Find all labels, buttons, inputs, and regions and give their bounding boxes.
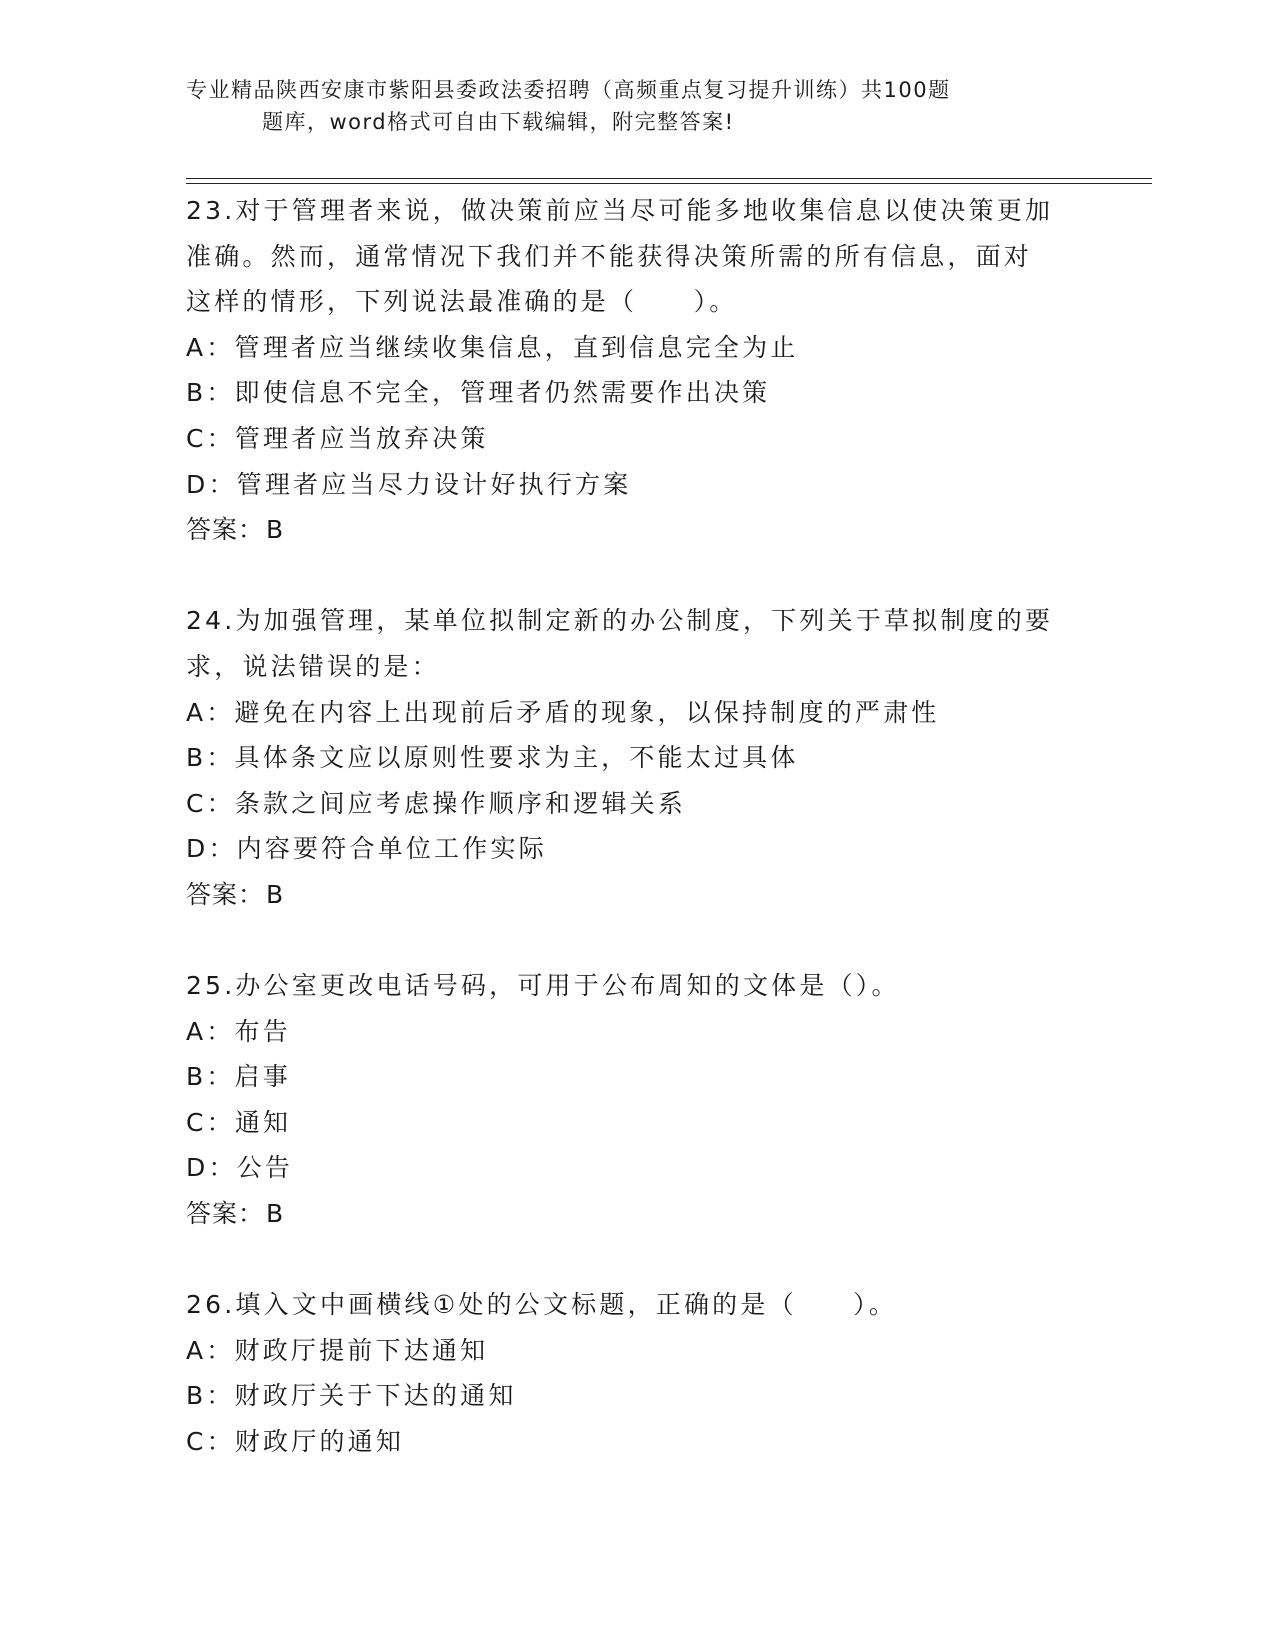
option-b: B：财政厅关于下达的通知 [186,1381,517,1411]
answer-value: B [266,515,285,545]
question-spacer [186,918,1086,964]
header-divider-bottom [186,183,1152,184]
answer-label: 答案： [186,879,265,909]
answer-label: 答案： [186,515,265,545]
question-list [186,188,1086,1465]
option-d: D：内容要符合单位工作实际 [186,834,547,864]
option-c: C：管理者应当放弃决策 [186,423,489,453]
question-stem: 23.对于管理者来说，做决策前应当尽可能多地收集信息以使决策更加 [186,196,1054,225]
question-23 [186,188,1086,553]
option-c: C：条款之间应考虑操作顺序和逻辑关系 [186,788,687,818]
question-stem: 25.办公室更改电话号码，可用于公布周知的文体是（）。 [186,971,900,1001]
question-stem: 这样的情形，下列说法最准确的是（ ）。 [186,287,738,317]
option-b: B：具体条文应以原则性要求为主，不能太过具体 [186,743,799,773]
answer-line [186,1191,1086,1237]
option-a: A：避免在内容上出现前后矛盾的现象，以保持制度的严肃性 [186,697,940,727]
question-spacer [186,1237,1086,1283]
option-c: C：财政厅的通知 [186,1427,405,1457]
question-spacer [186,553,1086,599]
option-b: B：启事 [186,1062,291,1092]
answer-value: B [266,1199,285,1229]
question-stem: 准确。然而，通常情况下我们并不能获得决策所需的所有信息，面对 [186,241,1033,271]
question-26 [186,1282,1086,1464]
question-25 [186,963,1086,1237]
answer-line [186,872,1086,918]
header-title-line-1: 专业精品陕西安康市紫阳县委政法委招聘（高频重点复习提升训练）共100题 [186,78,951,102]
option-a: A：财政厅提前下达通知 [186,1335,489,1365]
answer-line [186,507,1086,553]
question-24 [186,598,1086,917]
option-d: D：公告 [186,1153,294,1183]
header-title-line-2: 题库，word格式可自由下载编辑，附完整答案! [262,110,735,134]
question-stem: 求，说法错误的是： [186,651,440,681]
question-stem: 24.为加强管理，某单位拟制定新的办公制度，下列关于草拟制度的要 [186,606,1054,636]
option-b: B：即使信息不完全，管理者仍然需要作出决策 [186,378,771,408]
header-divider-top [186,178,1152,179]
option-c: C：通知 [186,1107,292,1137]
answer-value: B [266,879,285,909]
option-a: A：管理者应当继续收集信息，直到信息完全为止 [186,332,799,362]
option-d: D：管理者应当尽力设计好执行方案 [186,469,632,499]
question-stem: 26.填入文中画横线①处的公文标题，正确的是（ ）。 [186,1290,898,1320]
answer-label: 答案： [186,1199,265,1229]
option-a: A：布告 [186,1016,291,1046]
document-header [186,74,1086,138]
